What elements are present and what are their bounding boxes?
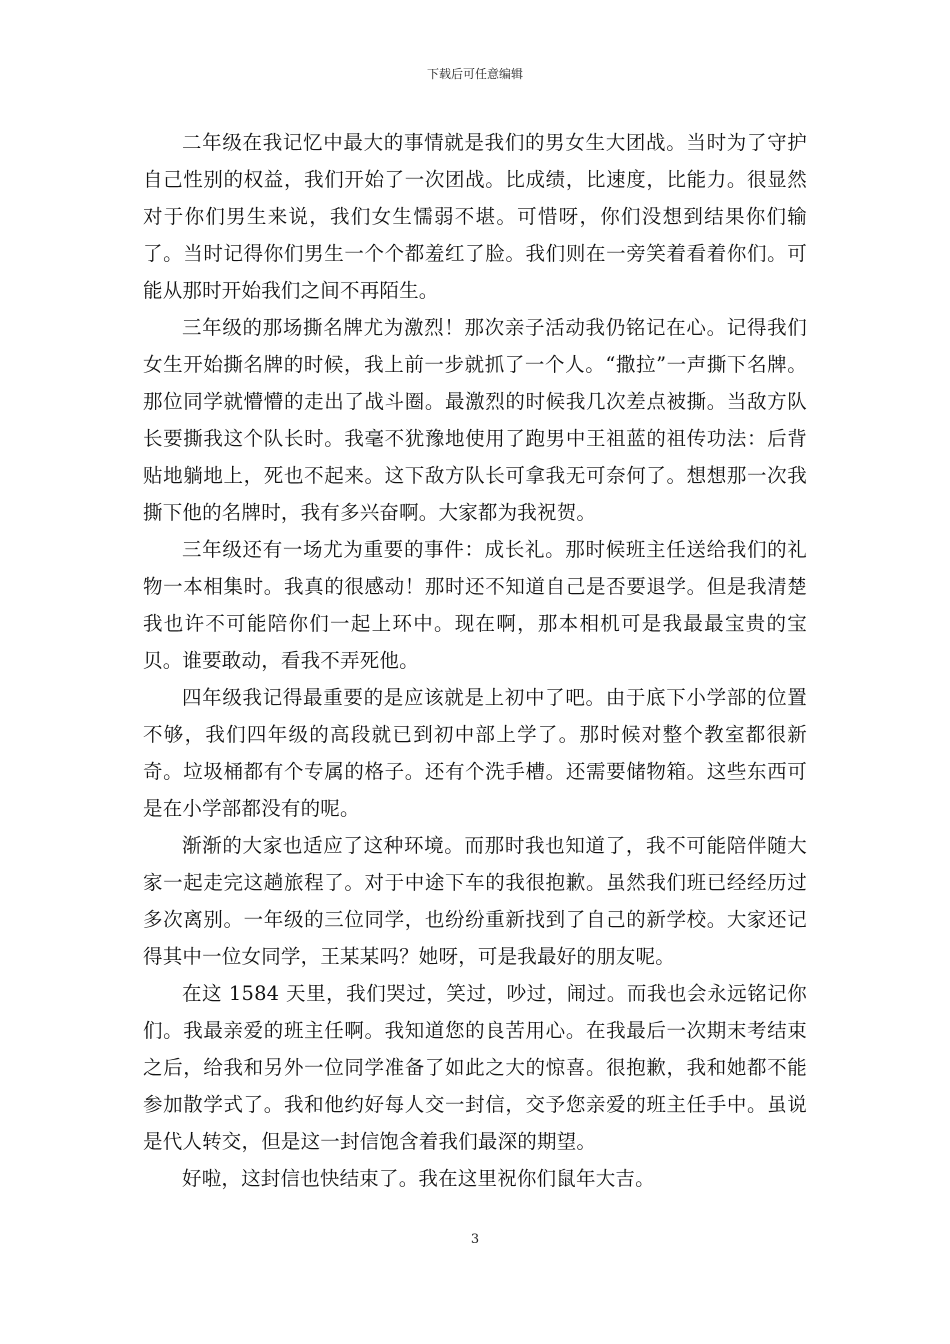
document-body <box>143 124 807 1197</box>
paragraph-farewell: 渐渐的大家也适应了这种环境。而那时我也知道了，我不可能陪伴随大家一起走完这趟旅程了。对于中途下车的我很抱歉。虽然我们班已经经历过多次离别。一年级的三位同学，也纷纷重新找到了自己的新学校。大家还记得其中一位女同学，王某某吗？她呀，可是我最好的朋友呢。 <box>143 834 807 968</box>
paragraph-grade-two: 二年级在我记忆中最大的事情就是我们的男女生大团战。当时为了守护自己性别的权益，我们开始了一次团战。比成绩，比速度，比能力。很显然对于你们男生来说，我们女生懦弱不堪。可惜呀，你们没想到结果你们输了。当时记得你们男生一个个都羞红了脸。我们则在一旁笑着看着你们。可能从那时开始我们之间不再陌生。 <box>143 131 807 302</box>
paragraph-grade-four: 四年级我记得最重要的是应该就是上初中了吧。由于底下小学部的位置不够，我们四年级的高段就已到初中部上学了。那时候对整个教室都很新奇。垃圾桶都有个专属的格子。还有个洗手槽。还需要储物箱。这些东西可是在小学部都没有的呢。 <box>143 686 807 820</box>
paragraph-name-tag-game: 三年级的那场撕名牌尤为激烈！那次亲子活动我仍铭记在心。记得我们女生开始撕名牌的时候，我上前一步就抓了一个人。“撒拉”一声撕下名牌。那位同学就懵懵的走出了战斗圈。最激烈的时候我几次差点被撕。当敌方队长要撕我这个队长时。我毫不犹豫地使用了跑男中王祖蓝的祖传功法：后背贴地躺地上，死也不起来。这下敌方队长可拿我无可奈何了。想想那一次我撕下他的名牌时，我有多兴奋啊。大家都为我祝贺。 <box>143 316 807 524</box>
paragraph-growth-ceremony: 三年级还有一场尤为重要的事件：成长礼。那时候班主任送给我们的礼物一本相集时。我真的很感动！那时还不知道自己是否要退学。但是我清楚我也许不可能陪你们一起上环中。现在啊，那本相机可是我最最宝贵的宝贝。谁要敢动，看我不弄死他。 <box>143 538 807 672</box>
paragraph-gratitude: 在这 1584 天里，我们哭过，笑过，吵过，闹过。而我也会永远铭记你们。我最亲爱的班主任啊。我知道您的良苦用心。在我最后一次期末考结束之后，给我和另外一位同学准备了如此之大的惊喜。很抱歉，我和她都不能参加散学式了。我和他约好每人交一封信，交予您亲爱的班主任手中。虽说是代人转交，但是这一封信饱含着我们最深的期望。 <box>143 982 807 1153</box>
page-number: 3 <box>470 1232 480 1247</box>
page-header: 下载后可任意编辑 <box>426 67 523 81</box>
paragraph-closing: 好啦，这封信也快结束了。我在这里祝你们鼠年大吉。 <box>182 1167 655 1190</box>
